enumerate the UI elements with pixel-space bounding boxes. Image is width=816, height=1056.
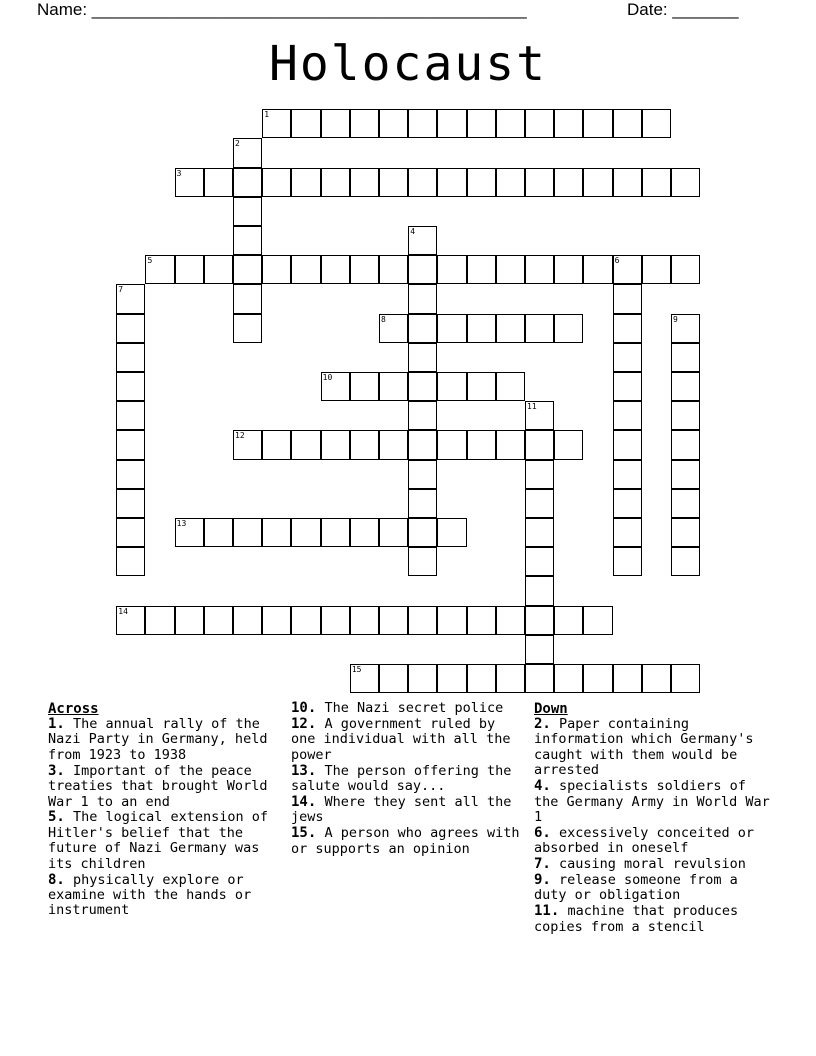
- grid-cell[interactable]: [408, 314, 437, 343]
- grid-cell[interactable]: [642, 109, 671, 138]
- grid-cell[interactable]: [233, 226, 262, 255]
- grid-cell[interactable]: [671, 255, 700, 284]
- grid-cell[interactable]: [554, 606, 583, 635]
- grid-cell[interactable]: [525, 489, 554, 518]
- grid-cell[interactable]: [291, 606, 320, 635]
- clue-down-11: 11. machine that produces copies from a stencil: [534, 903, 739, 935]
- grid-cell[interactable]: [613, 518, 642, 547]
- grid-cell[interactable]: [671, 460, 700, 489]
- grid-cell[interactable]: [116, 489, 145, 518]
- grid-cell[interactable]: [116, 430, 145, 459]
- grid-cell[interactable]: [525, 460, 554, 489]
- grid-cell[interactable]: [437, 430, 466, 459]
- grid-cell[interactable]: [116, 343, 145, 372]
- grid-cell[interactable]: [204, 168, 233, 197]
- grid-cell[interactable]: [642, 168, 671, 197]
- clue-number: 4: [410, 227, 416, 237]
- grid-cell[interactable]: [321, 518, 350, 547]
- grid-cell[interactable]: [233, 284, 262, 313]
- grid-cell[interactable]: [437, 168, 466, 197]
- grid-cell[interactable]: [204, 518, 233, 547]
- grid-cell[interactable]: [525, 430, 554, 459]
- grid-cell[interactable]: [116, 314, 145, 343]
- grid-cell[interactable]: [145, 606, 174, 635]
- grid-cell[interactable]: [233, 606, 262, 635]
- grid-cell[interactable]: [145, 255, 174, 284]
- grid-cell[interactable]: [525, 314, 554, 343]
- grid-cell[interactable]: [496, 255, 525, 284]
- grid-cell[interactable]: [437, 606, 466, 635]
- grid-cell[interactable]: [613, 284, 642, 313]
- grid-cell[interactable]: [496, 430, 525, 459]
- clue-number: 13: [176, 519, 187, 529]
- grid-cell[interactable]: [467, 664, 496, 693]
- grid-cell[interactable]: [613, 255, 642, 284]
- grid-cell[interactable]: [467, 372, 496, 401]
- grid-cell[interactable]: [554, 109, 583, 138]
- grid-cell[interactable]: [613, 401, 642, 430]
- grid-cell[interactable]: [408, 664, 437, 693]
- grid-cell[interactable]: [613, 664, 642, 693]
- grid-cell[interactable]: [408, 284, 437, 313]
- grid-cell[interactable]: [583, 255, 612, 284]
- grid-cell[interactable]: [496, 168, 525, 197]
- grid-cell[interactable]: [321, 255, 350, 284]
- clue-down-6: 6. excessively conceited or absorbed in oneself: [534, 824, 755, 857]
- grid-cell[interactable]: [467, 314, 496, 343]
- grid-cell[interactable]: [525, 635, 554, 664]
- grid-cell[interactable]: [408, 226, 437, 255]
- grid-cell[interactable]: [116, 401, 145, 430]
- grid-cell[interactable]: [116, 284, 145, 313]
- grid-cell[interactable]: [671, 401, 700, 430]
- clues-column-2: [291, 701, 527, 858]
- clue-across-14: 14. Where they sent all the jews: [291, 793, 512, 826]
- grid-cell[interactable]: [467, 109, 496, 138]
- clue-number: 1: [264, 110, 270, 120]
- grid-cell[interactable]: [525, 518, 554, 547]
- name-field: Name: ______________________________________________: [37, 0, 527, 19]
- grid-cell[interactable]: [233, 168, 262, 197]
- grid-cell[interactable]: [583, 168, 612, 197]
- grid-cell[interactable]: [116, 460, 145, 489]
- grid-cell[interactable]: [671, 314, 700, 343]
- grid-cell[interactable]: [467, 168, 496, 197]
- down-heading: Down: [534, 701, 568, 717]
- grid-cell[interactable]: [408, 401, 437, 430]
- grid-cell[interactable]: [613, 109, 642, 138]
- grid-cell[interactable]: [262, 109, 291, 138]
- grid-cell[interactable]: [613, 343, 642, 372]
- grid-cell[interactable]: [379, 518, 408, 547]
- grid-cell[interactable]: [671, 343, 700, 372]
- clue-across-13: 13. The person offering the salute would say...: [291, 762, 512, 795]
- clues-column-3: [534, 701, 774, 936]
- grid-cell[interactable]: [583, 606, 612, 635]
- grid-cell[interactable]: [233, 430, 262, 459]
- grid-cell[interactable]: [671, 168, 700, 197]
- clue-down-2: 2. Paper containing information which Germany's caught with them would be arrested: [534, 716, 754, 779]
- grid-cell[interactable]: [408, 168, 437, 197]
- clue-number: 12: [235, 431, 245, 441]
- grid-cell[interactable]: [116, 606, 145, 635]
- grid-cell[interactable]: [525, 664, 554, 693]
- grid-cell[interactable]: [642, 255, 671, 284]
- grid-cell[interactable]: [116, 518, 145, 547]
- grid-cell[interactable]: [525, 606, 554, 635]
- grid-cell[interactable]: [525, 255, 554, 284]
- grid-cell[interactable]: [408, 109, 437, 138]
- clue-number: 6: [614, 256, 620, 266]
- grid-cell[interactable]: [408, 255, 437, 284]
- clue-number: 11: [527, 402, 537, 412]
- grid-cell[interactable]: [350, 430, 379, 459]
- grid-cell[interactable]: [467, 606, 496, 635]
- clue-down-9: 9. release someone from a duty or obligation: [534, 872, 738, 904]
- grid-cell[interactable]: [408, 372, 437, 401]
- grid-cell[interactable]: [437, 372, 466, 401]
- grid-cell[interactable]: [379, 255, 408, 284]
- grid-cell[interactable]: [262, 518, 291, 547]
- grid-cell[interactable]: [554, 430, 583, 459]
- clue-down-7: 7. causing moral revulsion: [534, 856, 746, 873]
- grid-cell[interactable]: [467, 430, 496, 459]
- grid-cell[interactable]: [233, 518, 262, 547]
- grid-cell[interactable]: [350, 255, 379, 284]
- grid-cell[interactable]: [613, 430, 642, 459]
- grid-cell[interactable]: [233, 314, 262, 343]
- clues-column-1: [48, 701, 284, 919]
- grid-cell[interactable]: [496, 606, 525, 635]
- grid-cell[interactable]: [379, 430, 408, 459]
- grid-cell[interactable]: [671, 518, 700, 547]
- grid-cell[interactable]: [554, 168, 583, 197]
- grid-cell[interactable]: [671, 430, 700, 459]
- grid-cell[interactable]: [467, 255, 496, 284]
- grid-cell[interactable]: [554, 314, 583, 343]
- grid-cell[interactable]: [116, 372, 145, 401]
- grid-cell[interactable]: [408, 489, 437, 518]
- grid-cell[interactable]: [175, 606, 204, 635]
- grid-cell[interactable]: [379, 109, 408, 138]
- grid-cell[interactable]: [437, 314, 466, 343]
- grid-cell[interactable]: [350, 109, 379, 138]
- clue-number: 8: [381, 314, 386, 324]
- grid-cell[interactable]: [408, 430, 437, 459]
- across-heading: Across: [48, 701, 99, 717]
- grid-cell[interactable]: [379, 372, 408, 401]
- grid-cell[interactable]: [204, 606, 233, 635]
- grid-cell[interactable]: [525, 401, 554, 430]
- grid-cell[interactable]: [379, 606, 408, 635]
- grid-cell[interactable]: [262, 430, 291, 459]
- grid-cell[interactable]: [496, 664, 525, 693]
- clue-down-4: 4. specialists soldiers of the Germany Army in World War 1: [534, 778, 770, 825]
- grid-cell[interactable]: [437, 664, 466, 693]
- grid-cell[interactable]: [321, 606, 350, 635]
- grid-cell[interactable]: [379, 168, 408, 197]
- grid-cell[interactable]: [671, 489, 700, 518]
- grid-cell[interactable]: [408, 460, 437, 489]
- clue-number: 10: [322, 373, 333, 383]
- grid-cell[interactable]: [321, 430, 350, 459]
- grid-cell[interactable]: [233, 255, 262, 284]
- grid-cell[interactable]: [116, 547, 145, 576]
- grid-cell[interactable]: [350, 664, 379, 693]
- grid-cell[interactable]: [437, 255, 466, 284]
- grid-cell[interactable]: [408, 606, 437, 635]
- clue-number: 5: [147, 256, 153, 266]
- clue-number: 2: [235, 139, 240, 149]
- clue-across-12: 12. A government ruled by one individual with all the power: [291, 715, 511, 763]
- grid-cell[interactable]: [525, 547, 554, 576]
- grid-cell[interactable]: [437, 109, 466, 138]
- grid-cell[interactable]: [642, 664, 671, 693]
- clue-number: 7: [118, 285, 124, 295]
- grid-cell[interactable]: [525, 109, 554, 138]
- grid-cell[interactable]: [175, 518, 204, 547]
- grid-cell[interactable]: [262, 168, 291, 197]
- grid-cell[interactable]: [408, 518, 437, 547]
- grid-cell[interactable]: [671, 664, 700, 693]
- grid-cell[interactable]: [408, 343, 437, 372]
- grid-cell[interactable]: [379, 314, 408, 343]
- grid-cell[interactable]: [291, 255, 320, 284]
- clue-number: 9: [673, 314, 678, 324]
- clue-across-3: 3. Important of the peace treaties that brought World War 1 to an end: [48, 762, 268, 810]
- grid-cell[interactable]: [496, 314, 525, 343]
- grid-cell[interactable]: [613, 372, 642, 401]
- grid-cell[interactable]: [233, 197, 262, 226]
- grid-cell[interactable]: [613, 489, 642, 518]
- grid-cell[interactable]: [350, 372, 379, 401]
- grid-cell[interactable]: [525, 576, 554, 605]
- grid-cell[interactable]: [613, 547, 642, 576]
- grid-cell[interactable]: [291, 430, 320, 459]
- clue-across-8: 8. physically explore or examine with the hands or instrument: [48, 871, 252, 919]
- clue-number: 3: [176, 168, 182, 178]
- clue-across-15: 15. A person who agrees with or supports an opinion: [291, 825, 520, 857]
- grid-cell[interactable]: [175, 255, 204, 284]
- grid-cell[interactable]: [583, 664, 612, 693]
- grid-cell[interactable]: [204, 255, 233, 284]
- grid-cell[interactable]: [554, 255, 583, 284]
- grid-cell[interactable]: [350, 518, 379, 547]
- grid-cell[interactable]: [379, 664, 408, 693]
- clue-across-5: 5. The logical extension of Hitler's belief that the future of Nazi Germany was its children: [48, 809, 269, 872]
- grid-cell[interactable]: [613, 460, 642, 489]
- grid-cell[interactable]: [525, 168, 554, 197]
- clue-across-1: 1. The annual rally of the Nazi Party in Germany, held from 1923 to 1938: [48, 716, 268, 763]
- clue-across-10: 10. The Nazi secret police: [291, 700, 504, 716]
- grid-cell[interactable]: [437, 518, 466, 547]
- grid-cell[interactable]: [496, 372, 525, 401]
- grid-cell[interactable]: [583, 109, 612, 138]
- grid-cell[interactable]: [233, 138, 262, 167]
- grid-cell[interactable]: [613, 168, 642, 197]
- grid-cell[interactable]: [321, 372, 350, 401]
- date-field: Date: _______: [627, 0, 739, 19]
- grid-cell[interactable]: [496, 109, 525, 138]
- clue-number: 14: [118, 606, 128, 616]
- grid-cell[interactable]: [291, 168, 320, 197]
- grid-cell[interactable]: [554, 664, 583, 693]
- grid-cell[interactable]: [262, 606, 291, 635]
- page-title: Holocaust: [268, 36, 548, 92]
- grid-cell[interactable]: [671, 372, 700, 401]
- grid-cell[interactable]: [350, 168, 379, 197]
- clue-number: 15: [351, 665, 362, 675]
- grid-cell[interactable]: [321, 168, 350, 197]
- grid-cell[interactable]: [262, 255, 291, 284]
- grid-cell[interactable]: [671, 547, 700, 576]
- grid-cell[interactable]: [408, 547, 437, 576]
- grid-cell[interactable]: [175, 168, 204, 197]
- grid-cell[interactable]: [291, 518, 320, 547]
- grid-cell[interactable]: [613, 314, 642, 343]
- grid-cell[interactable]: [321, 109, 350, 138]
- grid-cell[interactable]: [291, 109, 320, 138]
- grid-cell[interactable]: [350, 606, 379, 635]
